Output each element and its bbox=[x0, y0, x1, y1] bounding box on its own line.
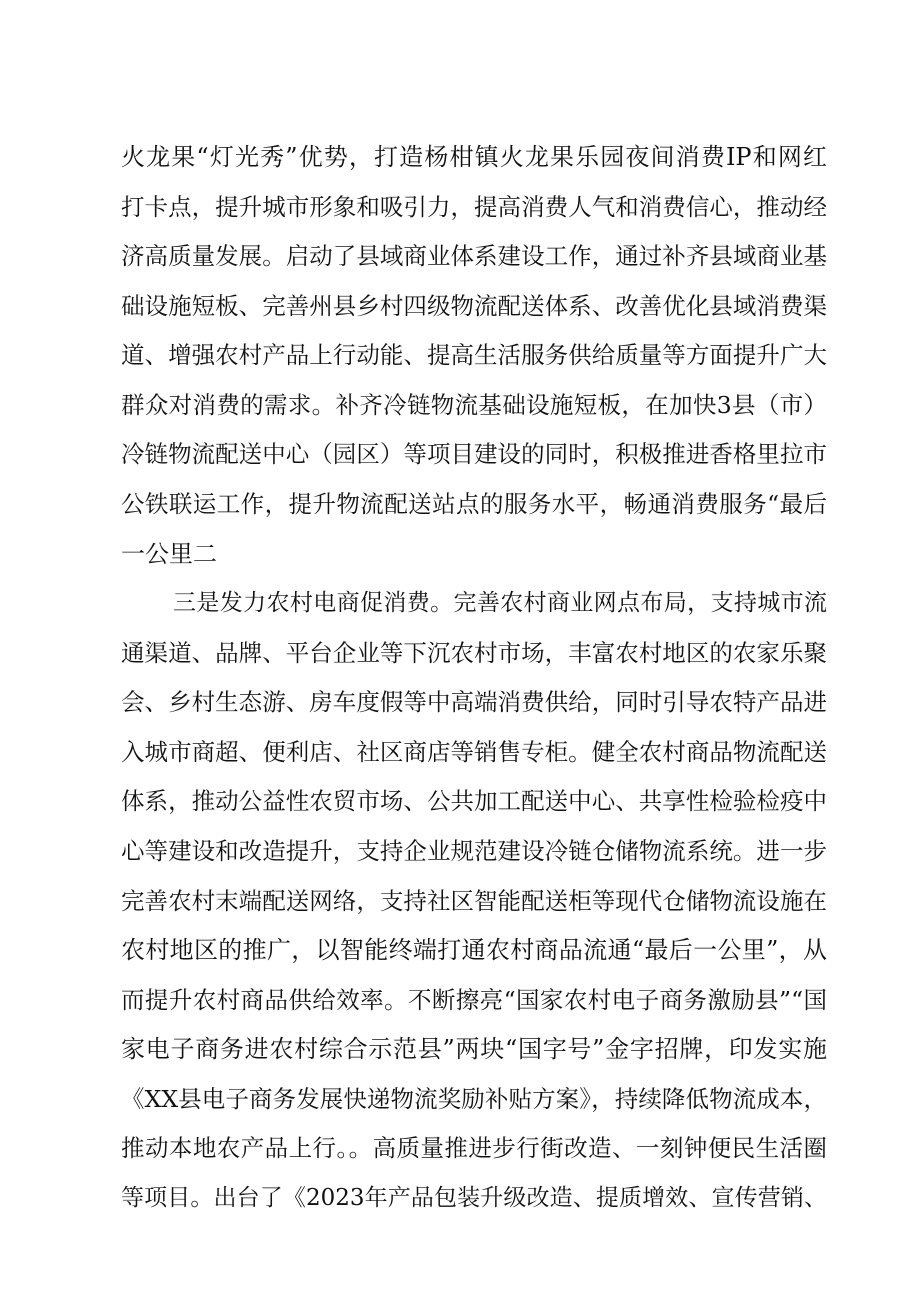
text-line: 等项目。出台了《2023年产品包装升级改造、提质增效、宣传营销、 bbox=[121, 1185, 827, 1211]
text-line: 推动本地农产品上行。。高质量推进步行街改造、一刻钟便民生活圈 bbox=[121, 1134, 827, 1162]
text-line: 通渠道、品牌、平台企业等下沉农村市场，丰富农村地区的农家乐聚 bbox=[121, 639, 827, 667]
text-line: 火龙果“灯光秀”优势，打造杨柑镇火龙果乐园夜间消费IP和网红 bbox=[121, 143, 827, 171]
text-line: 会、乡村生态游、房车度假等中高端消费供给，同时引导农特产品进 bbox=[121, 688, 827, 716]
text-line: 《XX县电子商务发展快递物流奖励补贴方案》，持续降低物流成本， bbox=[121, 1085, 827, 1113]
text-line: 公铁联运工作，提升物流配送站点的服务水平，畅通消费服务“最后 bbox=[121, 490, 827, 518]
text-line: 心等建设和改造提升，支持企业规范建设冷链仓储物流系统。进一步 bbox=[121, 837, 827, 865]
text-line: 础设施短板、完善州县乡村四级物流配送体系、改善优化县域消费渠 bbox=[121, 292, 827, 320]
text-line: 打卡点，提升城市形象和吸引力，提高消费人气和消费信心，推动经 bbox=[121, 193, 827, 221]
text-line: 冷链物流配送中心（园区）等项目建设的同时，积极推进香格里拉市 bbox=[121, 440, 827, 468]
text-line: 一公里二 bbox=[121, 540, 217, 568]
text-line: 而提升农村商品供给效率。不断擦亮“国家农村电子商务激励县”“国 bbox=[121, 986, 827, 1014]
text-line: 入城市商超、便利店、社区商店等销售专柜。健全农村商品物流配送 bbox=[121, 738, 827, 766]
text-line: 道、增强农村产品上行动能、提高生活服务供给质量等方面提升广大 bbox=[121, 341, 827, 369]
text-line: 体系，推动公益性农贸市场、公共加工配送中心、共享性检验检疫中 bbox=[121, 787, 827, 815]
text-line: 家电子商务进农村综合示范县”两块“国字号”金字招牌，印发实施 bbox=[121, 1035, 827, 1063]
text-line: 农村地区的推广，以智能终端打通农村商品流通“最后一公里”，从 bbox=[121, 936, 827, 964]
text-line: 完善农村末端配送网络，支持社区智能配送柜等现代仓储物流设施在 bbox=[121, 887, 827, 915]
text-line: 济高质量发展。启动了县域商业体系建设工作，通过补齐县域商业基 bbox=[121, 242, 827, 270]
text-line: 群众对消费的需求。补齐冷链物流基础设施短板，在加快3县（市） bbox=[121, 391, 827, 419]
paragraph-heading-line: 三是发力农村电商促消费。完善农村商业网点布局，支持城市流 bbox=[173, 590, 827, 616]
